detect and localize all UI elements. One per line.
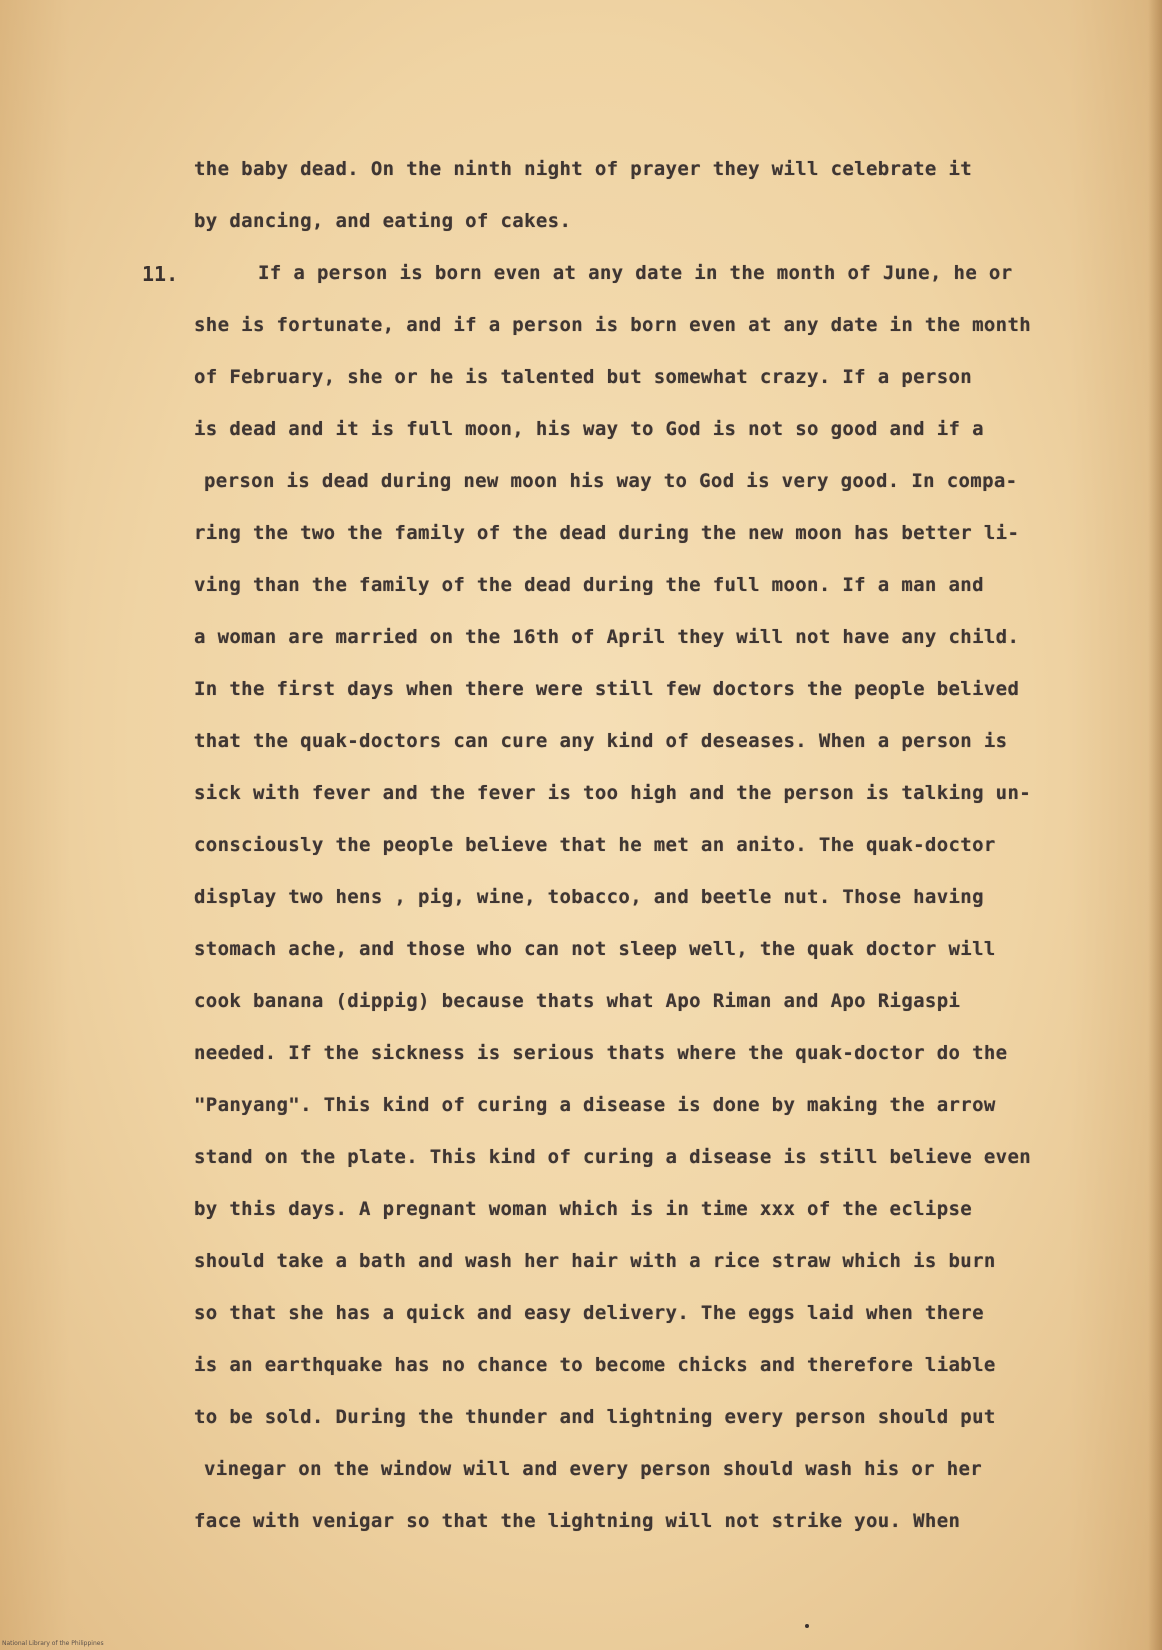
text-line-23: so that she has a quick and easy delivery. The eggs laid when there (194, 1302, 984, 1324)
text-line-5: of February, she or he is talented but somewhat crazy. If a person (194, 366, 973, 388)
text-line-1: the baby dead. On the ninth night of prayer they will celebrate it (194, 158, 973, 180)
text-line-22: should take a bath and wash her hair with a rice straw which is burn (194, 1250, 996, 1272)
text-line-27: face with venigar so that the lightning will not strike you. When (194, 1510, 961, 1532)
ink-speck (805, 1624, 809, 1628)
footer-stamp: National Library of the Philippines (2, 1640, 104, 1647)
page-edge-shadow (1148, 0, 1162, 1650)
text-line-2: by dancing, and eating of cakes. (194, 210, 572, 232)
text-line-20: stand on the plate. This kind of curing a disease is still believe even (194, 1146, 1032, 1168)
text-line-26: vinegar on the window will and every person should wash his or her (204, 1458, 983, 1480)
text-line-12: that the quak-doctors can cure any kind of deseases. When a person is (194, 730, 1008, 752)
text-line-15: display two hens , pig, wine, tobacco, and beetle nut. Those having (194, 886, 984, 908)
text-line-14: consciously the people believe that he met an anito. The quak-doctor (194, 834, 996, 856)
text-line-7: person is dead during new moon his way to God is very good. In compa- (204, 470, 1018, 492)
text-line-13: sick with fever and the fever is too high and the person is talking un- (194, 782, 1032, 804)
text-line-6: is dead and it is full moon, his way to God is not so good and if a (194, 418, 984, 440)
text-line-10: a woman are married on the 16th of April they will not have any child. (194, 626, 1020, 648)
text-line-4: she is fortunate, and if a person is born even at any date in the month (194, 314, 1032, 336)
text-line-16: stomach ache, and those who can not sleep well, the quak doctor will (194, 938, 996, 960)
text-line-18: needed. If the sickness is serious thats where the quak-doctor do the (194, 1042, 1008, 1064)
text-line-8: ring the two the family of the dead during the new moon has better li- (194, 522, 1020, 544)
text-line-19: "Panyang". This kind of curing a disease is done by making the arrow (194, 1094, 996, 1116)
text-line-17: cook banana (dippig) because thats what Apo Riman and Apo Rigaspi (194, 990, 961, 1012)
text-line-21: by this days. A pregnant woman which is in time xxx of the eclipse (194, 1198, 973, 1220)
text-line-3: If a person is born even at any date in the month of June, he or (258, 262, 1013, 284)
text-line-11: In the first days when there were still few doctors the people belived (194, 678, 1020, 700)
item-number: 11. (142, 262, 179, 286)
text-line-9: ving than the family of the dead during the full moon. If a man and (194, 574, 984, 596)
text-line-25: to be sold. During the thunder and lightning every person should put (194, 1406, 996, 1428)
text-line-24: is an earthquake has no chance to become chicks and therefore liable (194, 1354, 996, 1376)
